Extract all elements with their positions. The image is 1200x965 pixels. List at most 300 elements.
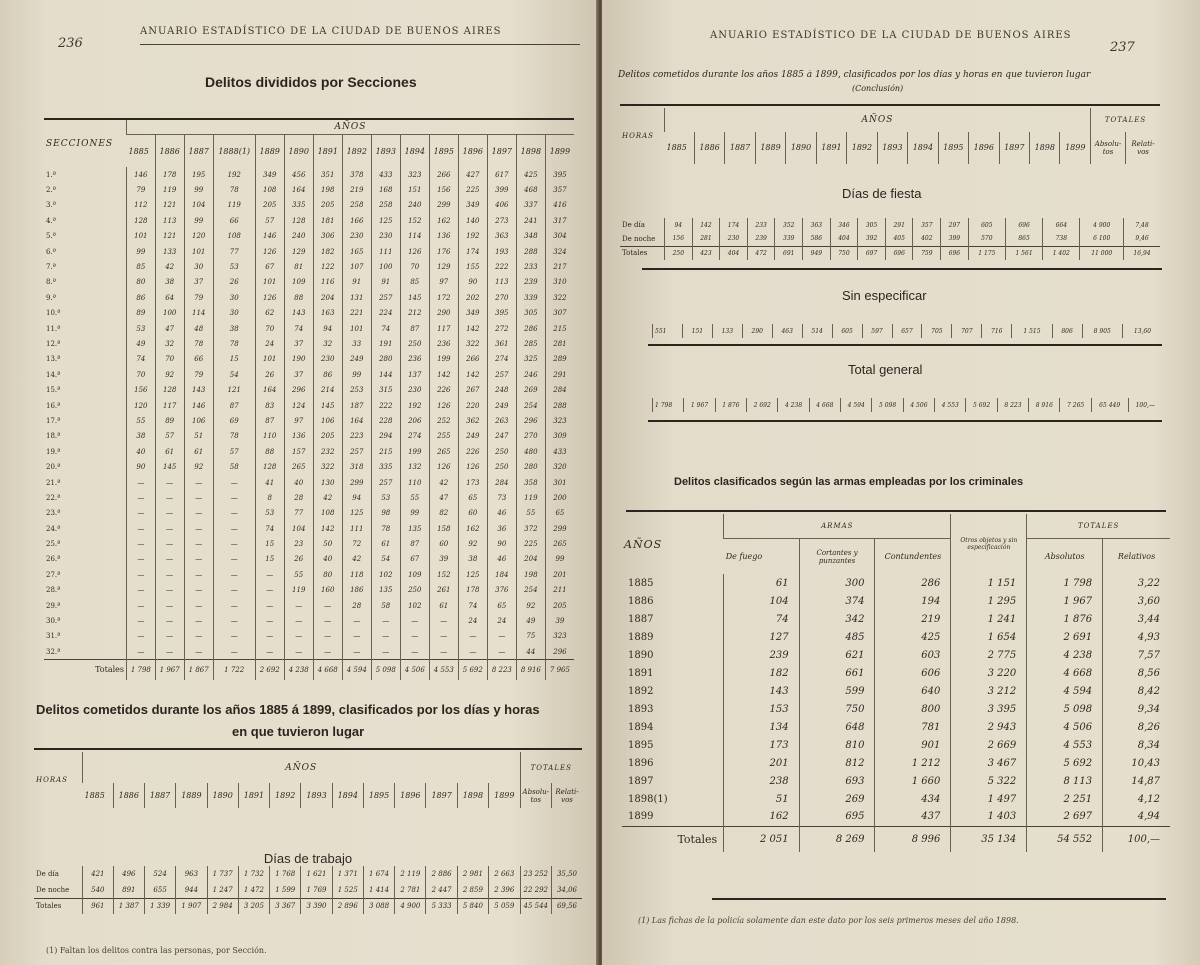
section-value: 254	[516, 398, 545, 413]
arms-contundentes-value: 437	[875, 808, 951, 826]
hours-cont-year-header: 1897	[999, 132, 1029, 164]
section-value: 258	[342, 198, 371, 213]
table-row	[44, 413, 574, 428]
table-row	[622, 610, 1170, 628]
table-row	[44, 536, 574, 551]
section-value: —	[313, 598, 342, 613]
hours-cont-year-header: 1894	[908, 132, 938, 164]
section-value: 58	[213, 459, 255, 474]
hours-stub-header: HORAS	[36, 776, 68, 784]
section-value: 156	[429, 182, 458, 197]
arms-abs-value: 5 692	[1027, 754, 1103, 772]
hours-table-title-line1: Delitos cometidos durante los años 1885 á 1899, clasificados por los días y horas	[36, 702, 540, 717]
section-value: 399	[487, 182, 516, 197]
section-value: 58	[371, 598, 400, 613]
section-value: 37	[284, 367, 313, 382]
section-value: 67	[400, 552, 429, 567]
hours-abs-value: 23 252	[520, 866, 551, 882]
section-value: 274	[487, 352, 516, 367]
hours-year-header: 1885	[84, 791, 105, 801]
arms-contundentes-value: 901	[875, 736, 951, 754]
fiesta-abs-value: 4 900	[1080, 218, 1124, 232]
section-value: 198	[516, 567, 545, 582]
section-value: 136	[284, 429, 313, 444]
total-general-title: Total general	[848, 362, 923, 377]
arms-fuego-value: 51	[724, 790, 799, 808]
section-value: 281	[545, 336, 574, 351]
right-running-head: ANUARIO ESTADÍSTICO DE LA CIUDAD DE BUENOS AIRES	[710, 30, 1072, 41]
sections-table-title: Delitos divididos por Secciones	[205, 74, 417, 90]
section-value: 79	[184, 367, 213, 382]
section-value: 361	[487, 336, 516, 351]
section-value: 88	[284, 290, 313, 305]
section-value: 107	[342, 259, 371, 274]
section-value: 55	[400, 490, 429, 505]
section-value: —	[184, 490, 213, 505]
section-value: 54	[213, 367, 255, 382]
section-label: 1.ª	[46, 170, 57, 179]
sections-total-value: 5 098	[371, 660, 400, 680]
section-value: 248	[487, 382, 516, 397]
arms-year-label: 1890	[628, 649, 654, 661]
section-value: 304	[545, 229, 574, 244]
section-value: 162	[458, 521, 487, 536]
fiesta-value: 750	[830, 246, 858, 260]
section-value: 142	[458, 367, 487, 382]
hours-value: 1 621	[301, 866, 332, 882]
arms-fuego-value: 153	[724, 700, 799, 718]
arms-contundentes-value: 603	[875, 646, 951, 664]
fiesta-bottom-rule	[642, 268, 1162, 270]
section-value: 184	[487, 567, 516, 582]
section-value: 125	[458, 567, 487, 582]
section-value: 81	[284, 259, 313, 274]
section-value: 53	[213, 259, 255, 274]
section-value: 144	[371, 367, 400, 382]
right-page	[602, 0, 1200, 965]
section-value: 55	[516, 506, 545, 521]
arms-fuego-value: 173	[724, 736, 799, 754]
section-value: —	[213, 490, 255, 505]
section-value: 265	[545, 536, 574, 551]
table-row	[44, 629, 574, 644]
hours-year-header: 1896	[395, 783, 426, 808]
section-value: 102	[400, 598, 429, 613]
section-value: 42	[429, 475, 458, 490]
hours-value: 496	[113, 866, 144, 882]
section-value: 349	[255, 167, 284, 182]
hours-cont-subtitle: (Conclusión)	[852, 84, 904, 93]
section-value: 258	[371, 198, 400, 213]
fiesta-value: 230	[720, 232, 748, 246]
arms-otros-value: 1 241	[951, 610, 1027, 628]
arms-table-body	[622, 574, 1170, 852]
section-value: 101	[255, 275, 284, 290]
hours-value: 1 472	[238, 882, 269, 898]
section-value: 79	[184, 290, 213, 305]
hours-row-label: Totales	[34, 898, 83, 914]
section-value: 53	[255, 506, 284, 521]
section-value: 296	[516, 413, 545, 428]
section-value: —	[184, 613, 213, 628]
arms-cortantes-value: 750	[799, 700, 875, 718]
hours-value: 2 981	[457, 866, 488, 882]
fiesta-value: 392	[858, 232, 886, 246]
section-value: 122	[313, 259, 342, 274]
section-value: 88	[255, 444, 284, 459]
table-row	[620, 246, 1160, 260]
section-value: 119	[155, 182, 184, 197]
section-value: 146	[184, 398, 213, 413]
section-value: 15	[213, 352, 255, 367]
section-value: 335	[284, 198, 313, 213]
section-value: 280	[516, 459, 545, 474]
hours-year-header: 1890	[207, 783, 238, 808]
section-label: 2.ª	[46, 186, 57, 195]
fiesta-value: 405	[885, 232, 913, 246]
fiesta-value: 305	[858, 218, 886, 232]
section-value: —	[184, 629, 213, 644]
section-value: 40	[127, 444, 156, 459]
section-value: 195	[184, 167, 213, 182]
section-value: 114	[400, 229, 429, 244]
sections-total-value: 1 722	[213, 660, 255, 680]
arms-total-otros: 35 134	[951, 826, 1027, 852]
sections-year-header: 1891	[313, 135, 342, 168]
arms-rel-value: 8,56	[1103, 664, 1170, 682]
table-row	[44, 490, 574, 505]
table-row	[622, 718, 1170, 736]
arms-otros-value: 3 220	[951, 664, 1027, 682]
section-value: 126	[255, 244, 284, 259]
gen-value: 8 916	[1029, 398, 1060, 412]
section-value: 294	[371, 429, 400, 444]
arms-year-label: 1891	[628, 667, 654, 679]
section-value: —	[342, 644, 371, 659]
section-value: 126	[429, 398, 458, 413]
section-value: 113	[487, 275, 516, 290]
section-value: 66	[184, 352, 213, 367]
section-value: 70	[400, 259, 429, 274]
section-value: 37	[284, 336, 313, 351]
sections-total-value: 7 965	[545, 660, 574, 680]
arms-otros-value: 2 775	[951, 646, 1027, 664]
sections-total-value: 8 916	[516, 660, 545, 680]
hours-year-header: 1898	[457, 783, 488, 808]
section-value: 42	[155, 259, 184, 274]
section-value: 124	[284, 398, 313, 413]
section-value: 315	[371, 382, 400, 397]
arms-cortantes-value: 648	[799, 718, 875, 736]
section-value: —	[127, 613, 156, 628]
section-value: 211	[545, 583, 574, 598]
arms-fuego-value: 104	[724, 592, 799, 610]
section-value: 358	[516, 475, 545, 490]
section-value: 61	[371, 536, 400, 551]
sin-especificar-title: Sin especificar	[842, 288, 927, 303]
section-value: 220	[458, 398, 487, 413]
section-label: 16.ª	[46, 401, 61, 410]
arms-col-contundentes: Contundentes	[875, 539, 951, 575]
section-value: 236	[400, 352, 429, 367]
section-value: 288	[545, 398, 574, 413]
fiesta-value: 339	[775, 232, 803, 246]
section-value: 309	[545, 429, 574, 444]
sections-year-header: 1895	[429, 135, 458, 168]
section-label: 18.ª	[46, 432, 61, 441]
table-row	[44, 398, 574, 413]
section-value: 158	[429, 521, 458, 536]
section-value: 280	[371, 352, 400, 367]
section-value: —	[155, 506, 184, 521]
left-page	[0, 0, 598, 965]
gen-value: 7 265	[1060, 398, 1091, 412]
fiesta-value: 570	[968, 232, 1005, 246]
table-row	[44, 475, 574, 490]
section-value: 205	[255, 198, 284, 213]
table-row	[44, 552, 574, 567]
section-value: 54	[371, 552, 400, 567]
section-value: 65	[545, 506, 574, 521]
arms-abs-value: 4 238	[1027, 646, 1103, 664]
section-value: —	[184, 506, 213, 521]
section-value: 65	[487, 598, 516, 613]
table-row	[622, 574, 1170, 592]
hours-cont-years-group-header: AÑOS	[665, 108, 1091, 132]
sin-value: 463	[772, 324, 802, 338]
section-value: 128	[284, 213, 313, 228]
sections-total-value: 4 668	[313, 660, 342, 680]
section-value: 201	[545, 567, 574, 582]
fiesta-value: 472	[747, 246, 775, 260]
section-value: 87	[400, 321, 429, 336]
arms-table-title: Delitos clasificados según las armas empleadas por los criminales	[674, 476, 1024, 488]
hours-table-top-rule	[34, 748, 582, 750]
arms-year-label: 1899	[628, 811, 654, 823]
arms-otros-value: 1 151	[951, 574, 1027, 592]
sections-year-header: 1897	[487, 135, 516, 168]
arms-total-row	[622, 826, 1170, 852]
section-value: 99	[184, 182, 213, 197]
section-value: 74	[371, 321, 400, 336]
section-value: 109	[284, 275, 313, 290]
hours-value: 1 769	[301, 882, 332, 898]
section-value: —	[255, 598, 284, 613]
sin-value: 657	[892, 324, 922, 338]
section-value: 77	[284, 506, 313, 521]
arms-cortantes-value: 374	[799, 592, 875, 610]
table-row	[44, 459, 574, 474]
gen-value: 4 553	[935, 398, 966, 412]
arms-col-fuego: De fuego	[725, 552, 763, 561]
hours-cont-year-header: 1890	[786, 132, 816, 164]
sections-year-header: 1893	[371, 135, 400, 168]
arms-fuego-value: 239	[724, 646, 799, 664]
hours-value: 1 768	[270, 866, 301, 882]
section-value: 395	[487, 306, 516, 321]
section-value: 101	[127, 229, 156, 244]
arms-otros-value: 2 943	[951, 718, 1027, 736]
section-value: 285	[516, 336, 545, 351]
section-value: 77	[213, 244, 255, 259]
section-value: 178	[155, 167, 184, 182]
section-value: 284	[545, 382, 574, 397]
section-label: 5.ª	[46, 232, 57, 241]
hours-cont-year-header: 1898	[1030, 132, 1060, 164]
section-value: 357	[545, 182, 574, 197]
table-row	[44, 367, 574, 382]
section-value: —	[458, 629, 487, 644]
table-row	[34, 898, 582, 914]
hours-cont-abs-header: Absolu-tos	[1091, 132, 1126, 164]
section-value: —	[127, 583, 156, 598]
section-value: —	[155, 490, 184, 505]
fiesta-rel-value: 16,94	[1124, 246, 1160, 260]
sections-total-value: 4 238	[284, 660, 313, 680]
section-value: 230	[342, 229, 371, 244]
fiesta-row-label: De noche	[622, 234, 656, 243]
table-row	[44, 644, 574, 659]
section-value: 198	[313, 182, 342, 197]
hours-value: 2 896	[332, 898, 363, 914]
section-value: 299	[429, 198, 458, 213]
section-value: 378	[342, 167, 371, 182]
section-value: 266	[429, 167, 458, 182]
section-value: 42	[342, 552, 371, 567]
section-value: 240	[284, 229, 313, 244]
arms-year-label: 1887	[628, 613, 654, 625]
hours-year-header: 1891	[238, 783, 269, 808]
section-value: 48	[184, 321, 213, 336]
section-value: 78	[213, 182, 255, 197]
hours-value: 5 333	[426, 898, 457, 914]
arms-abs-value: 4 668	[1027, 664, 1103, 682]
arms-abs-value: 5 098	[1027, 700, 1103, 718]
gen-rel-value: 100,—	[1128, 398, 1162, 412]
arms-rel-value: 3,60	[1103, 592, 1170, 610]
sin-value: 290	[742, 324, 772, 338]
fiesta-value: 363	[803, 218, 831, 232]
arms-rel-value: 10,43	[1103, 754, 1170, 772]
section-value: 322	[313, 459, 342, 474]
section-value: 164	[284, 182, 313, 197]
section-value: 24	[487, 613, 516, 628]
gen-value: 8 223	[997, 398, 1028, 412]
table-row	[44, 352, 574, 367]
section-value: 130	[313, 475, 342, 490]
section-value: 215	[545, 321, 574, 336]
section-value: 372	[516, 521, 545, 536]
arms-col-otros: Otros objetos y sin especificación	[951, 514, 1027, 574]
section-value: 131	[342, 290, 371, 305]
fiesta-value: 357	[913, 218, 941, 232]
section-label: 22.ª	[46, 493, 61, 502]
table-row	[44, 244, 574, 259]
section-value: 236	[429, 336, 458, 351]
section-value: 136	[429, 229, 458, 244]
fiesta-value: 691	[775, 246, 803, 260]
section-value: 132	[400, 459, 429, 474]
gen-value: 4 506	[903, 398, 934, 412]
section-value: 433	[371, 167, 400, 182]
section-value: 44	[516, 644, 545, 659]
gen-value: 5 098	[872, 398, 903, 412]
section-value: 250	[400, 583, 429, 598]
section-value: 172	[429, 290, 458, 305]
section-value: 223	[342, 429, 371, 444]
fiesta-value: 174	[720, 218, 748, 232]
hours-year-header: 1886	[113, 783, 144, 808]
arms-abs-value: 4 594	[1027, 682, 1103, 700]
section-value: —	[213, 613, 255, 628]
table-row	[620, 232, 1160, 246]
section-value: 202	[458, 290, 487, 305]
fiesta-value: 281	[692, 232, 720, 246]
arms-fuego-value: 143	[724, 682, 799, 700]
section-value: 94	[313, 321, 342, 336]
sin-abs-value: 8 905	[1082, 324, 1122, 338]
section-value: 24	[458, 613, 487, 628]
section-value: 51	[184, 429, 213, 444]
section-value: 121	[155, 198, 184, 213]
section-value: 230	[400, 382, 429, 397]
section-value: 117	[429, 321, 458, 336]
section-value: 91	[371, 275, 400, 290]
arms-contundentes-value: 434	[875, 790, 951, 808]
section-value: 28	[284, 490, 313, 505]
hours-cont-year-header-row	[620, 132, 1160, 164]
section-value: 228	[371, 413, 400, 428]
section-value: 206	[400, 413, 429, 428]
fiesta-value: 404	[720, 246, 748, 260]
section-value: 99	[184, 213, 213, 228]
sections-year-header: 1889	[255, 135, 284, 168]
arms-rel-value: 3,44	[1103, 610, 1170, 628]
hours-year-header: 1895	[363, 783, 394, 808]
sin-value: 514	[802, 324, 832, 338]
section-value: —	[184, 536, 213, 551]
section-value: 181	[313, 213, 342, 228]
gen-value: 1 798	[653, 398, 684, 412]
section-value: 269	[516, 382, 545, 397]
section-value: 57	[155, 429, 184, 444]
sections-total-value: 1 867	[184, 660, 213, 680]
section-value: 205	[313, 429, 342, 444]
table-row	[44, 444, 574, 459]
section-value: 38	[458, 552, 487, 567]
section-label: 7.ª	[46, 263, 57, 272]
table-row	[44, 429, 574, 444]
arms-year-label: 1885	[628, 577, 654, 589]
section-value: 106	[184, 413, 213, 428]
section-value: 109	[400, 567, 429, 582]
hours-abs-value: 45 544	[520, 898, 551, 914]
section-value: 151	[400, 182, 429, 197]
section-value: 60	[458, 506, 487, 521]
section-value: 323	[400, 167, 429, 182]
section-value: 129	[429, 259, 458, 274]
arms-otros-value: 3 395	[951, 700, 1027, 718]
arms-contundentes-value: 1 660	[875, 772, 951, 790]
fiesta-value: 142	[692, 218, 720, 232]
section-value: 265	[429, 444, 458, 459]
section-value: 39	[545, 613, 574, 628]
section-value: —	[213, 598, 255, 613]
section-value: —	[213, 521, 255, 536]
section-value: 191	[371, 336, 400, 351]
section-value: 70	[255, 321, 284, 336]
section-value: 49	[127, 336, 156, 351]
